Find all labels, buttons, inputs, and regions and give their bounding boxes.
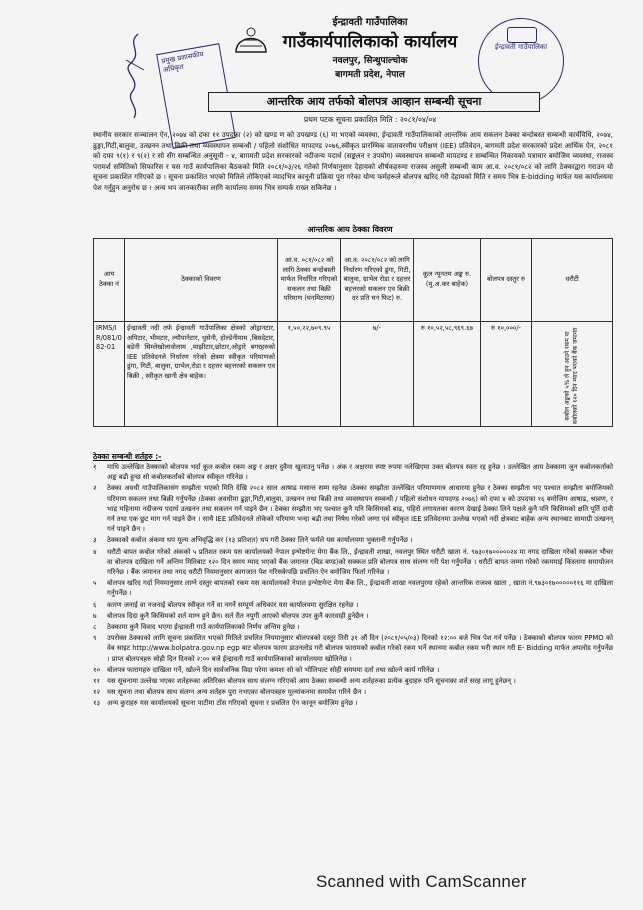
condition-item (93, 535, 613, 545)
col-header-deposit: धरौटी (532, 239, 613, 322)
condition-number: १० (93, 665, 101, 674)
condition-text: ठेक्काको कबोल अंकमा थप मूल्य अभिवृद्धि कर (१३ प्रतिशत) थप गरी ठेक्का लिने फर्मले यस कार्यालयमा भुक्तानी गर्नुपर्नेछ । (107, 536, 413, 545)
cell-total: रु १०,५२,५८,९६९.६७ (414, 322, 481, 427)
condition-text: अन्य कुराहरु यस कार्यालयको सूचना पाटीमा टाँस गरिएको सूचना र प्रचलित ऐन कानून बमोजिम हुनेछ । (107, 699, 358, 708)
seal-emblem-icon (507, 27, 537, 43)
condition-text: यस सूचना तथा बोलपत्र साथ संलग्न अन्य शर्तहरु पुरा नभएका बोलपत्रहरु मूल्यांकनमा समावेश गरिने छैन । (107, 688, 367, 697)
condition-item (93, 676, 613, 686)
condition-item (93, 547, 613, 578)
condition-text: ठेक्का अवधी गाउँपालिकासंग सम्झौता भएको मिति देखि २०८२ साल आषाढ मसान्त सम्म रहनेछ ।ठेक्का सम्झौता उल्लेखित परिमाणमात्र आधारमा हुनेछ र ठेक्का सम्झौता भए पश्चात सम्झौता बमोजिमको परिमाण सकलन तथा बिक्री गर्नुपर्नेछ ।ठेक्का अवधीमा ढुङ्गा,गिटी,बालुवा, उत्खनन तथा बिक्री तथा व्यवस्थापन सम्बन्धी / पहिलो संशोधन मापदण्ड २०७६) को दफा ४ को उपदफा १६ बमोजिम आषाढ, श्रावण, र भाद्र महिनामा नदीजन्य पदार्थ उत्खनन तथा सकलन गर्न पाइने छैन । ठेक्का सम्झौता भए पश्चात कुनै पनि किसिमको बाढ, पहिरो लगायतका कारण देखाई ठेक्का लिने पक्षले कुनै पनि किसिमको क्षति पूर्ति दावी गर्न तथा एक छुट माग गर्न पाइने छैन । साथै IEE प्रतिवेदनले तोकेको परिमाण भन्दा बढी तथा निषेध गरेको जग्गा एवं स्वीकृत IEE प्रतिवेदनमा उल्लेख भएको नदी क्षेत्रबाट बाहेक अन्य स्थानबाट सामाग्री उत्खनन् गर्न पाइने छैन । (107, 484, 613, 534)
cell-id: IRMS/IR/081/082-01 (94, 322, 125, 427)
condition-text: बोलपत्र खरिद गर्दा नियमानुसार लाग्ने दस्तुर बापतको रकम यस कार्यालयको नेपाल इन्भेष्टमेन्ट मेगा बैंक लि., ईन्द्रावती शाखा नवलपुरमा रहेको आन्तरिक राजश्व खाता , खाता नं.९७३०१७०००००११६ मा दाखिला गर्नुपर्नेछ । (107, 579, 613, 598)
condition-item (93, 578, 613, 598)
condition-text: कारण जनाई वा नजनाई बोलपत्र स्वीकृत गर्ने वा नगर्ने सम्पूर्ण अधिकार यस कार्यालयमा सुरक्षित रहनेछ । (107, 600, 359, 609)
col-header-fee: बोलपत्र दस्तुर रु (481, 239, 532, 322)
conditions-list (93, 462, 613, 710)
office-name: गाउँकार्यपालिकाको कार्यालय (282, 32, 458, 52)
table-row (94, 322, 613, 427)
condition-number: ३ (93, 536, 97, 545)
notice-title: आन्तरिक आय तर्फको बोलपत्र आव्हान सम्बन्धी सूचना (208, 92, 540, 112)
condition-item (93, 687, 613, 697)
condition-number: ४ (93, 547, 97, 556)
condition-number: १२ (93, 688, 101, 697)
publish-date: प्रथम पटक सूचना प्रकाशित मिति : २०८१/०४/०४ (303, 115, 437, 124)
condition-item (93, 665, 613, 675)
officer-stamp-text: प्रमुख प्रशासकीय अधिकृत (160, 50, 205, 75)
condition-number: २ (93, 484, 97, 493)
col-header-quantity: आ.व. ०८१/०८२ को लागि ठेक्का बन्दोबस्ती मार्फत निर्धारित गरिएको सकलन तथा बिक्री परिमाण (घनमिटरमा) (278, 239, 341, 322)
condition-text: यस सूचनामा उल्लेख भएका शर्तहरुका अतिरिक्त बोलपत्र साथ संलग्न गरिएको आय ठेक्का सम्बन्धी अन्य शर्तहरुका प्रत्येक बुदाहरु पनि सूचनाका शर्त सरह लागू हुनेछन् । (107, 677, 516, 686)
office-address: नवलपुर, सिन्धुपाल्चोक (332, 56, 408, 66)
condition-item (93, 462, 613, 482)
conditions-title: ठेक्का सम्बन्धी शर्तहरु :- (93, 452, 162, 461)
municipality-name: ईन्द्रावती गाउँपालिका (332, 17, 408, 28)
handwritten-signature (120, 30, 150, 120)
cell-deposit: कबोल अङ्कको ५% ले हुन आउने रकम वा कबोलको १२० दिन म्याद भएको बैंक जमानत (564, 327, 579, 424)
condition-number: ११ (93, 677, 101, 686)
col-header-total: कूल न्यूनतम अङ्क रु. (मु.अ.कर बाहेक) (414, 239, 481, 322)
contract-table (93, 238, 613, 427)
condition-number: ९ (93, 634, 97, 643)
condition-item (93, 611, 613, 621)
col-header-description: ठेक्काको विवरण (125, 239, 278, 322)
condition-item (93, 483, 613, 534)
camscanner-watermark: Scanned with CamScanner (316, 872, 527, 891)
intro-paragraph: स्थानीय सरकार सञ्चालन ऐन, २०७४ को दफा ११ उपदफा (२) को खण्ड ण को उपखण्ड (६) मा भएको व्यवस्था, ईन्द्रावती गाउँपालिकाको आन्तरिक आय सकलन ठेक्का बन्दोबस्त सम्बन्धी कार्यविधि, २०७४, ढुङ्गा,गिटी,बालुवा, उत्खनन तथा बिक्री तथा व्यवस्थापन सम्बन्धी / पहिलो संशोधित मापदण्ड २०७६,स्वीकृत प्रारम्भिक वातावरणीय परीक्षण (IEE) प्रतिवेदन, बागमती प्रदेश सरकारको प्रदेश आर्थिक ऐन, २०८१ को दफा ९(१) र ९(२) र सो सँग सम्बन्धित अनुसूची - ४, बागमती प्रदेश सरकारको नदीजन्य पदार्थ (सङ्कलन र उपयोग) व्यवस्थापन सम्बन्धी मापदण्ड र सम्बन्धित निकायको पत्राचार बमोजिम व्यवस्था, राजस्व परामर्श समितिको सिफारिस र यस गाउँ कार्यपालिका बैठकको मिति २०८१/०३/२६ गतेको निर्णयानुसार देहायको शीर्षकहरुमा राजस्व असुली सम्बन्धी काम आ.व. २०८१/०८२ को लागि ठेक्काद्वारा गराउन यो सूचना प्रकाशित गरिएको छ । सूचना प्रकाशित भएको मितिले तोकिएको म्यादभित्र कानूनी प्रक्रिया पुरा गरेका योग्य फर्महरूले बोलपत्र खरिद गरी देहायको मिति र समय भित्र E-bidding मार्फत यस कार्यालयमा पेश गर्नुहुन अनुरोध छ । अन्य थप जानकारीका लागि कार्यालय समय भित्र सम्पर्क राख्न सकिनेछ । (93, 131, 613, 192)
seal-text: ईन्द्रावती गाउँपालिका (494, 43, 548, 51)
condition-number: १३ (93, 699, 101, 708)
cell-deposit-wrap (532, 322, 613, 427)
cell-rate: ७/- (341, 322, 414, 427)
condition-number: ५ (93, 579, 97, 588)
table-title: आन्तरिक आय ठेक्का विवरण (307, 225, 393, 234)
condition-text: धरौटी बापत कबोल गरेको अंकको ५ प्रतिशत रकम यस कार्यालयको नेपाल इन्भेष्टमेन्ट मेगा बैंक लि., ईन्द्रावती शाखा, नवलपुर स्थित धरौटी खाता नं. ९७३०१७०००००२४ मा नगद दाखिला गरेको सक्कल भौचर वा बोलपत्र दाखिला गर्ने अन्तिम मितिबाट १२० दिन समय म्याद भएको बैंक जमानत (बिड बण्ड)को सक्कल प्रति बोलपत्र साथ संलग्न गरी पेश गर्नुपर्नेछ । धरौटी बापत जम्मा गरेको रकममाई किस्तामा समायोजन गरिनेछ । बैंक जमानत तथा नगद धरौटी नियमानुसार कागजात पेश गरिसकेपछि प्रचलित ऐन बमोजिम फिर्ता गरिनेछ । (107, 547, 613, 577)
condition-item (93, 633, 613, 664)
cell-fee: रु १०,०००/- (481, 322, 532, 427)
condition-item (93, 698, 613, 708)
col-header-id: आय ठेक्का नं (94, 239, 125, 322)
cell-quantity: १,५०,२२,७०९.९५ (278, 322, 341, 427)
condition-number: १ (93, 463, 97, 471)
condition-text: ठेक्कामा कुनै विवाद भएमा ईन्द्रावती गाउँ कार्यपालिकाको निर्णय अन्तिम हुनेछ । (107, 623, 300, 632)
condition-text: बोलपत्र दिदा कुनै किसिमको शर्त माग्न हुने छैन। सर्त रीत नपुगी आएको बोलपत्र उपर कुनै कारवाही हुनेछैन । (107, 611, 369, 620)
condition-item (93, 622, 613, 632)
cell-description: ईन्द्रावती नदी तर्फ ईन्द्रावती गाउँपालिका क्षेत्रको ओड्रानटार, अपिटार, भीमटार, ल्यौपानेटार, धुसेनी, होल्डेनीमाम ,बिसदेटार, बडेनी सिम्लेखोलावोलाम ,माझीटार,छोटार,ओड्रारे बगरहरुको IEE प्रतिवेदनले निर्धारण गरेको क्षेत्रमा स्वीकृत परिमाणको ढुंगा, गिटी, बालुवा, ग्राभेल,रोडा र दहत्तर बहत्तरको सकलन एव बिक्री , स्वीकृत खानी क्षेत्र बाहेक। (125, 322, 278, 427)
office-province: बागमती प्रदेश, नेपाल (335, 70, 405, 80)
condition-text: बोलपत्र फारामहरु दाखिला गर्ने, खोल्ने दिन सार्वजनिक विदा परेमा कमशः सो को भोलिपल्ट सोही समयमा दर्ता तथा खोल्ने कार्य गरिनेछ । (107, 665, 440, 674)
condition-number: ८ (93, 623, 97, 632)
letterhead (0, 0, 643, 140)
condition-item (93, 600, 613, 610)
col-header-rate: आ.व. २०८१/०८२ को लागि निर्धारण गरिएको ढुंगा, गिटी, बालुवा, ग्राभेल रोडा र दहत्तर बहत्तरको सकलन एव बिक्री दर प्रति घन फिट) रु. (341, 239, 414, 322)
condition-text: उपरोक्त ठेक्काको लागि सूचना प्रकाशित भएको मितिले प्रचलित नियमानुसार बोलपत्रको दस्तुर तिरी ३१ औं दिन (२०८१/०५/०३) दिनको १२:०० बजे भित्र पेश गर्न पर्नेछ । ठेक्काको बोलपत्र फारम PPMO को वेब साइट http://www.bolpatra.gov.np egp बाट बोलपत्र फारम डाउनलोड गरी बोलपत्र फारामको कबोल गरेको रकम भर्ने स्थानमा कबोल रकम भरी स्थान गरी E- Bidding मार्फत अपलोड गर्नुपर्नेछ । प्राप्त बोलपत्रहरु सोही दिन दिनको २:०० बजे ईन्द्रावती गाउँ कार्यपालिकाको कार्यालयमा खोलिनेछ । (107, 634, 613, 663)
condition-number: ७ (93, 611, 97, 620)
condition-number: ६ (93, 600, 97, 609)
condition-text: माथि उल्लेखित ठेक्काको बोलपत्र भर्दा कूल कबोल रकम अङ्क र अक्षर दुवैमा खुलाउनु पर्नेछ । अंक र अक्षरमा स्पष्ट रुपमा नलेखिएमा उक्त बोलपत्र स्वतः रद्द हुनेछ । उल्लेखित आय ठेक्कामा जुन कबोलकर्ताको अङ्क बढी हुन्छ सो कबोलकर्ताको बोलपत्र स्वीकृत गरिनेछ । (107, 463, 613, 482)
table-header-row (94, 239, 613, 322)
